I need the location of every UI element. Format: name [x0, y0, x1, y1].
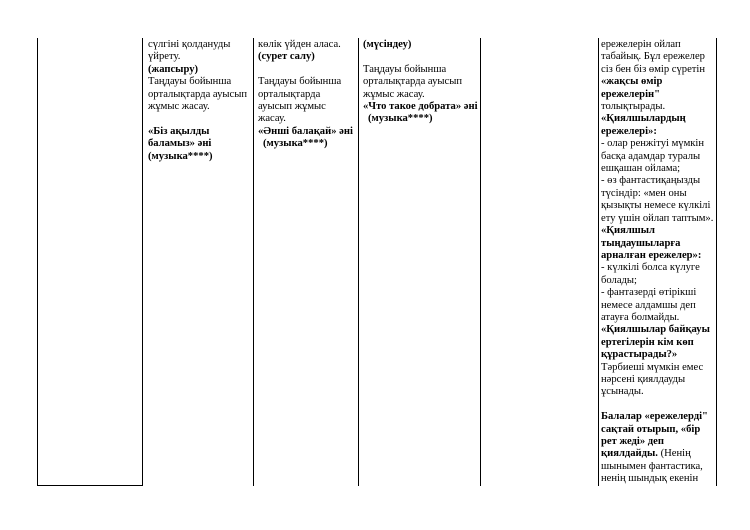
text-line: ережелерін ойлап: [601, 39, 681, 50]
cell-col4: [363, 39, 480, 126]
text-line: түсіндір: «мен оны: [601, 187, 687, 199]
rule-heading: арналған ережелер»:: [601, 249, 702, 261]
text-span: (Ненің: [657, 448, 691, 460]
text-line: ету үшін ойлап таптым».: [601, 212, 714, 224]
column-border: [37, 38, 38, 486]
rule-heading: «Қиялшылардың: [601, 113, 686, 125]
column-border: [598, 38, 599, 486]
column-border: [142, 38, 143, 486]
text-line: Таңдауы бойынша: [363, 63, 447, 75]
rule-heading: «Қиялшылар байқауы: [601, 324, 710, 336]
text-line: жұмыс жасау.: [363, 88, 425, 100]
text-line: басқа адамдар туралы: [601, 150, 701, 162]
song-title: баламыз» әні: [148, 138, 212, 150]
rule-heading: тыңдаушыларға: [601, 237, 681, 249]
rule-heading: ережелерін": [601, 88, 661, 100]
cell-col6: [601, 39, 716, 486]
text-line: қызықты немесе күлкілі: [601, 200, 711, 212]
music-label: (музыка****): [368, 113, 433, 125]
text-line: - өз фантастиқаңызды: [601, 175, 701, 187]
song-title: «Что такое добрата» әні: [363, 101, 478, 113]
text-line: ненің шындық екенін: [601, 473, 699, 485]
bottom-border: [37, 485, 142, 486]
text-line: шынымен фантастика,: [601, 460, 703, 472]
text-line: болады;: [601, 274, 637, 286]
text-line: немесе алдамшы деп: [601, 299, 696, 311]
text-line: Таңдауы бойынша: [148, 76, 232, 88]
music-label: (музыка****): [263, 138, 328, 150]
activity-label: (жапсыру): [148, 63, 199, 75]
text-line: Тәрбиеші мүмкін емес: [601, 361, 704, 373]
cell-col3: [258, 39, 357, 151]
text-line: сүлгіні қолдануды: [148, 39, 231, 50]
text-line: толықтырады.: [601, 101, 666, 113]
activity-label: (мүсіндеу): [363, 39, 412, 50]
rule-heading: құрастырады?»: [601, 349, 678, 361]
music-label: (музыка****): [148, 150, 213, 162]
text-line: - күлкілі болса күлуге: [601, 262, 700, 274]
rule-heading: «Қиялшыл: [601, 225, 655, 237]
rule-heading: сақтай отырып, «бір: [601, 423, 701, 435]
text-line: Таңдауы бойынша: [258, 76, 342, 88]
text-line: нәрсені қиялдауды: [601, 373, 686, 385]
text-line: атауға болмайды.: [601, 311, 680, 323]
text-line: - олар ренжітуі мүмкін: [601, 138, 705, 150]
text-line: ешқашан ойлама;: [601, 163, 681, 175]
text-line: [601, 448, 716, 460]
column-border: [480, 38, 481, 486]
rule-heading: ережелері»:: [601, 125, 657, 137]
text-line: орталықтарда: [258, 88, 321, 100]
column-border: [253, 38, 254, 486]
cell-col2: [148, 39, 252, 163]
text-line: үйрету.: [148, 51, 181, 63]
column-border: [358, 38, 359, 486]
rule-heading: «жақсы өмір: [601, 76, 663, 88]
rule-heading: Балалар «ережелерді": [601, 411, 708, 423]
rule-heading: рет жеді» деп: [601, 435, 664, 447]
text-line: ауысып жұмыс: [258, 101, 326, 113]
song-title: «Біз ақылды: [148, 125, 210, 137]
text-line: жұмыс жасау.: [148, 101, 210, 113]
text-line: сіз бен біз өмір сүретін: [601, 63, 706, 75]
text-line: орталықтарда ауысып: [363, 76, 462, 88]
activity-label: (сурет салу): [258, 51, 315, 63]
text-span: қиялдайды.: [601, 448, 658, 460]
text-line: - фантазерді өтірікші: [601, 287, 697, 299]
text-line: табайық. Бұл ережелер: [601, 51, 705, 63]
text-line: жасау.: [258, 113, 286, 125]
column-border: [716, 38, 717, 486]
song-title: «Әнші балақай» әні: [258, 125, 353, 137]
text-line: көлік үйден аласа.: [258, 39, 341, 50]
text-line: ұсынады.: [601, 386, 644, 398]
rule-heading: ертегілерін кім көп: [601, 336, 694, 348]
text-line: орталықтарда ауысып: [148, 88, 247, 100]
